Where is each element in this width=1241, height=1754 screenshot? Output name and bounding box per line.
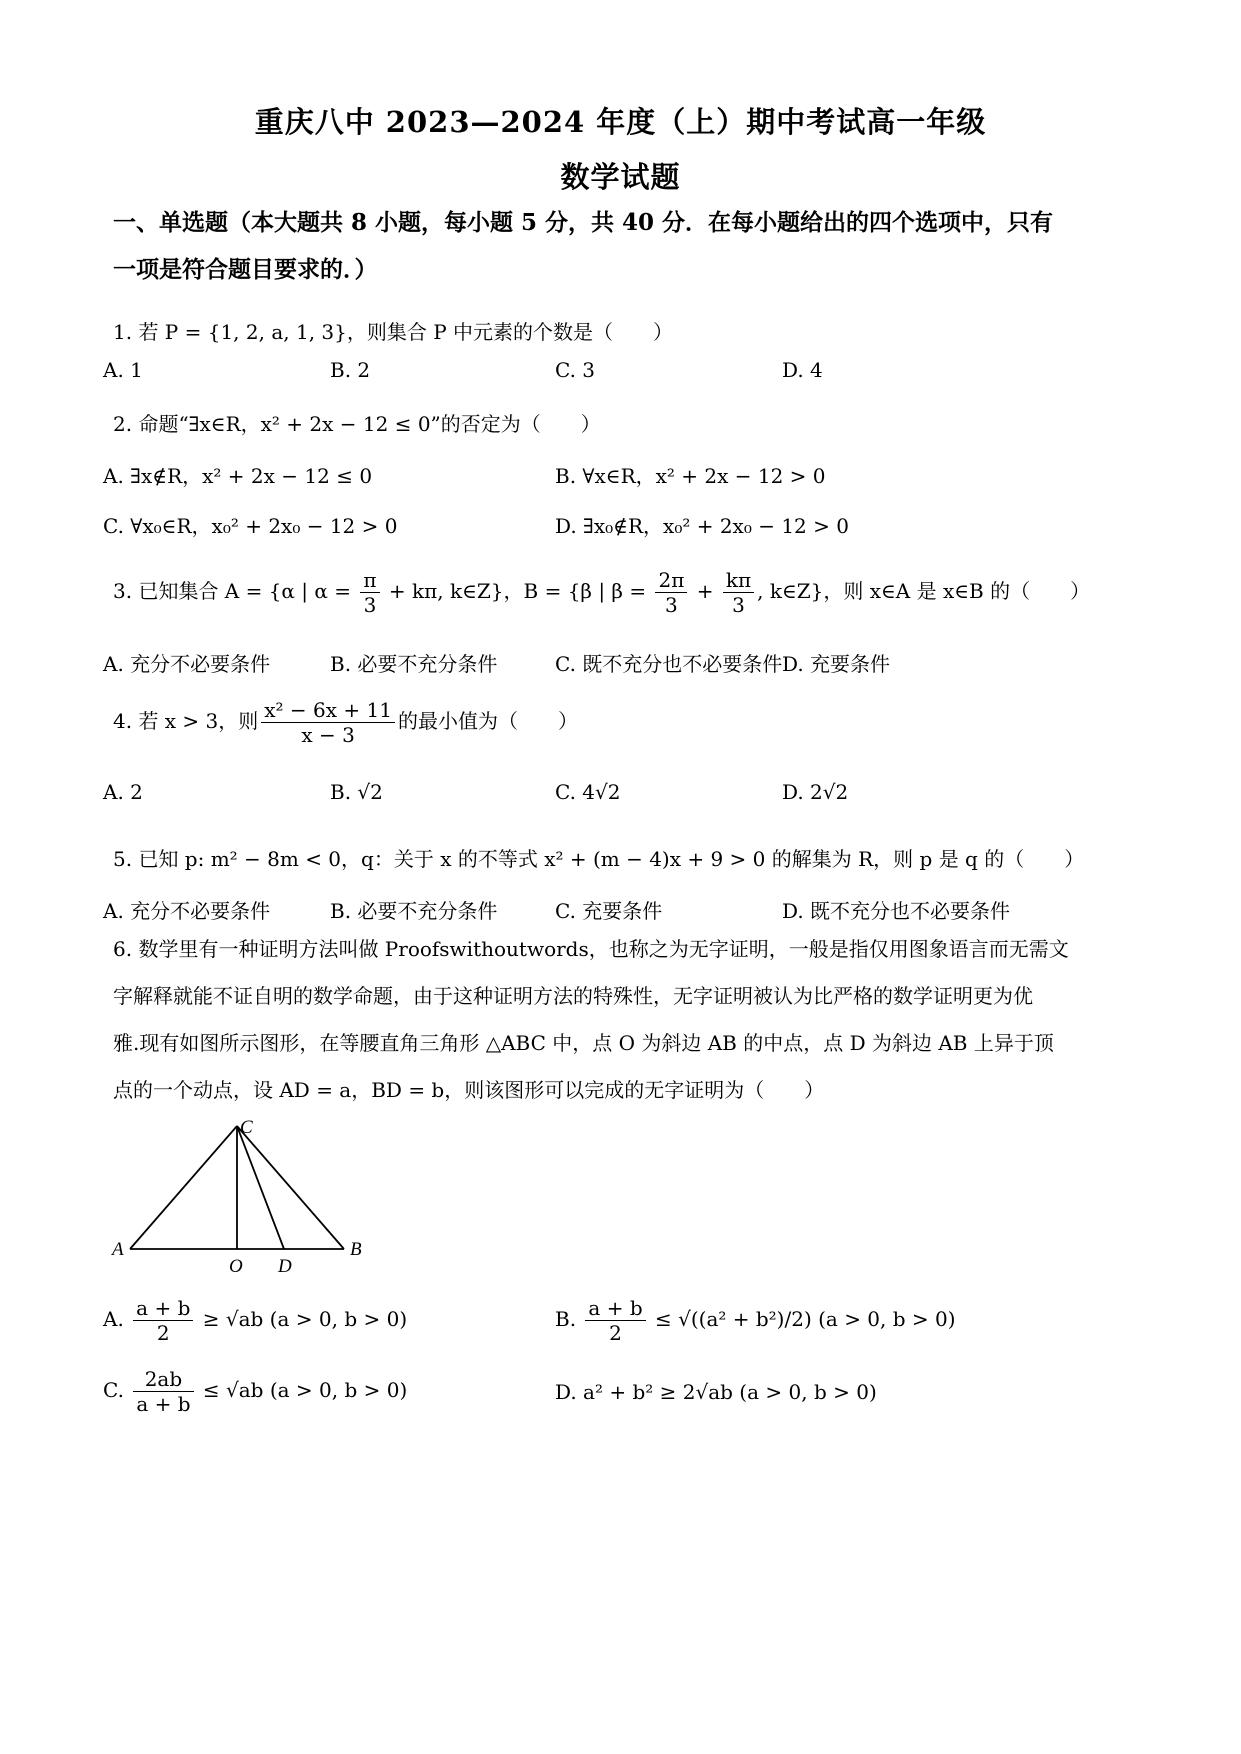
q3-fraction-b-denominator: 3 [665, 593, 678, 617]
q6-option-a-numerator: a + b [133, 1296, 193, 1321]
q3-option-a: A. 充分不必要条件 [103, 652, 271, 676]
q3-fraction-a-numerator: π [360, 568, 379, 593]
label-o: O [229, 1256, 243, 1277]
q3-stem-mid1: + kπ, k∈Z}，B = {β | β = [382, 579, 653, 603]
q5-option-a: A. 充分不必要条件 [103, 899, 271, 923]
q4-fraction [261, 698, 395, 747]
q3-stem-mid2: + [690, 579, 720, 603]
side-cb [237, 1126, 344, 1249]
exam-subtitle: 数学试题 [560, 160, 681, 194]
q1-option-d: D. 4 [782, 358, 823, 382]
q4-fraction-denominator: x − 3 [301, 723, 355, 747]
q6-option-b [555, 1296, 956, 1345]
q1-option-c: C. 3 [555, 358, 596, 382]
q5-option-c: C. 充要条件 [555, 899, 663, 923]
question-1-stem: 1. 若 P = {1, 2, a, 1, 3}，则集合 P 中元素的个数是（ ） [113, 320, 674, 344]
q6-option-c-numerator: 2ab [133, 1367, 193, 1392]
q6-option-a-denominator: 2 [156, 1321, 170, 1345]
question-6-stem [113, 926, 1133, 1114]
q3-fraction-b-numerator: 2π [655, 568, 687, 593]
question-3-stem [113, 568, 1143, 617]
q3-fraction-a [360, 568, 379, 617]
q3-option-d: D. 充要条件 [782, 652, 891, 676]
q6-line-3: 雅.现有如图所示图形，在等腰直角三角形 △ABC 中，点 O 为斜边 AB 的中点，点 D 为斜边 AB 上异于顶 [113, 1031, 1054, 1055]
q3-fraction-a-denominator: 3 [363, 593, 377, 617]
side-ac [130, 1126, 237, 1249]
q1-option-a: A. 1 [103, 358, 143, 382]
q6-line-1: 6. 数学里有一种证明方法叫做 Proofswithoutwords，也称之为无字证明，一般是指仅用图象语言而无需文 [113, 937, 1069, 961]
q6-option-c-fraction [133, 1367, 193, 1416]
q6-option-b-fraction [585, 1296, 645, 1345]
q3-option-c: C. 既不充分也不必要条件 [555, 652, 783, 676]
question-4-stem [113, 698, 1143, 747]
label-a: A [112, 1239, 124, 1260]
q4-option-a: A. 2 [103, 780, 143, 804]
q6-option-c-rest: ≤ √ab (a > 0, b > 0) [202, 1378, 408, 1402]
q4-stem-suffix: 的最小值为（ ） [397, 709, 578, 733]
q6-line-2: 字解释就能不证自明的数学命题，由于这种证明方法的特殊性，无字证明被认为比严格的数学证明更为优 [113, 984, 1033, 1008]
q1-option-b: B. 2 [330, 358, 371, 382]
q6-option-d [555, 1380, 877, 1404]
section-heading-line1: 一、单选题（本大题共 8 小题，每小题 5 分，共 40 分．在每小题给出的四个选项中，只有 [113, 209, 1054, 236]
q3-fraction-c-numerator: kπ [723, 568, 754, 593]
q6-option-a [103, 1296, 407, 1345]
segment-cd [237, 1126, 284, 1249]
q3-stem-prefix: 3. 已知集合 A = {α | α = [113, 579, 358, 603]
q2-option-d: D. ∃x₀∉R，x₀² + 2x₀ − 12 > 0 [555, 514, 849, 538]
question-2-stem: 2. 命题“∃x∈R，x² + 2x − 12 ≤ 0”的否定为（ ） [113, 412, 601, 436]
q6-option-c-label: C. [103, 1378, 124, 1402]
q3-fraction-c-denominator: 3 [732, 593, 745, 617]
question-5-stem: 5. 已知 p: m² − 8m < 0，q：关于 x 的不等式 x² + (m − 4)x + 9 > 0 的解集为 R，则 p 是 q 的（ ） [113, 847, 1085, 871]
q3-option-b: B. 必要不充分条件 [330, 652, 498, 676]
q6-option-c [103, 1367, 407, 1416]
q4-option-b: B. √2 [330, 780, 383, 804]
q6-option-b-numerator: a + b [585, 1296, 645, 1321]
exam-title: 重庆八中 2023—2024 年度（上）期中考试高一年级 [254, 105, 987, 139]
q3-fraction-c [723, 568, 754, 617]
q2-option-c: C. ∀x₀∈R，x₀² + 2x₀ − 12 > 0 [103, 514, 398, 538]
q2-option-b: B. ∀x∈R，x² + 2x − 12 > 0 [555, 464, 826, 488]
q2-option-a: A. ∃x∉R，x² + 2x − 12 ≤ 0 [103, 464, 373, 488]
q3-fraction-b [655, 568, 687, 617]
q4-fraction-numerator: x² − 6x + 11 [261, 698, 395, 723]
q6-option-b-denominator: 2 [609, 1321, 622, 1345]
q5-option-b: B. 必要不充分条件 [330, 899, 498, 923]
q6-option-a-fraction [133, 1296, 193, 1345]
q6-option-d-text: a² + b² ≥ 2√ab (a > 0, b > 0) [583, 1380, 877, 1404]
q4-option-d: D. 2√2 [782, 780, 849, 804]
label-b: B [350, 1239, 362, 1260]
q6-option-d-label: D. [555, 1380, 577, 1404]
q6-option-c-denominator: a + b [136, 1392, 191, 1416]
q3-stem-suffix: , k∈Z}，则 x∈A 是 x∈B 的（ ） [757, 579, 1091, 603]
label-d: D [278, 1256, 292, 1277]
label-c: C [240, 1117, 253, 1138]
q6-option-b-rest: ≤ √((a² + b²)/2) (a > 0, b > 0) [654, 1307, 956, 1331]
q6-option-a-rest: ≥ √ab (a > 0, b > 0) [202, 1307, 408, 1331]
triangle-figure [112, 1117, 384, 1280]
q6-option-b-label: B. [555, 1307, 577, 1331]
q6-line-4: 点的一个动点，设 AD = a，BD = b，则该图形可以完成的无字证明为（ ） [113, 1078, 825, 1102]
section-heading-line2: 一项是符合题目要求的．） [113, 256, 378, 283]
q5-option-d: D. 既不充分也不必要条件 [782, 899, 1011, 923]
q6-option-a-label: A. [103, 1307, 124, 1331]
q4-stem-prefix: 4. 若 x > 3，则 [113, 709, 259, 733]
q4-option-c: C. 4√2 [555, 780, 621, 804]
